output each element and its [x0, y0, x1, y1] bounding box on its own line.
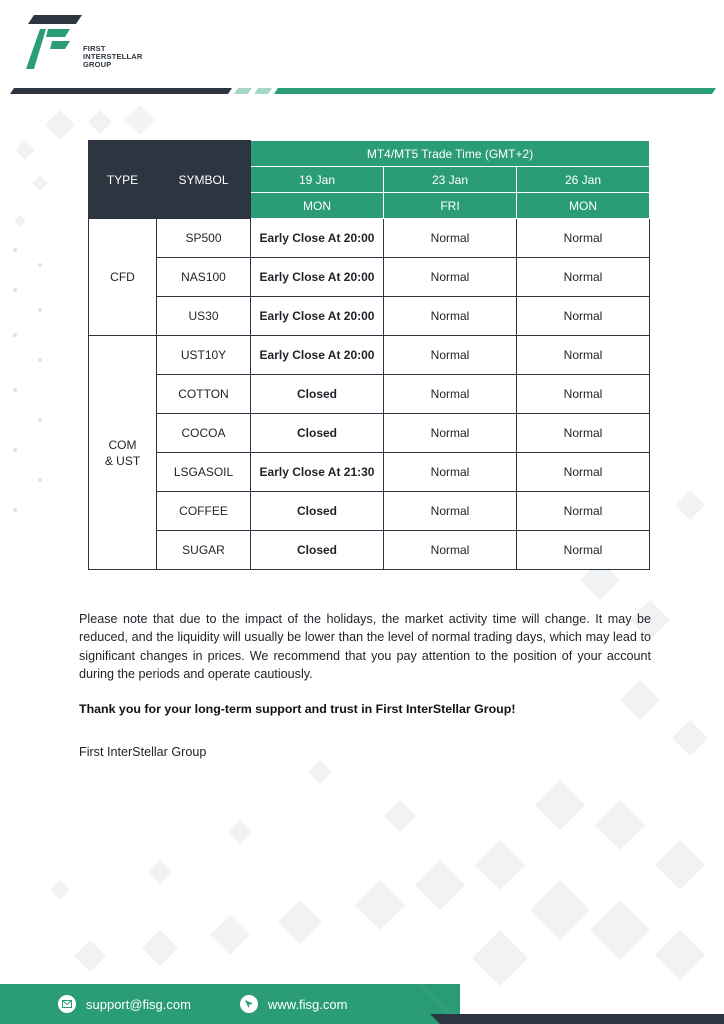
brand-logo — [26, 15, 86, 70]
table-row — [89, 258, 650, 297]
header-date: 19 Jan — [251, 167, 384, 193]
header-date: 23 Jan — [384, 167, 517, 193]
holiday-notice: Please note that due to the impact of the holidays, the market activity time will change. It may be reduced, and the liquidity will usually be lower than the level of normal trading days, which may lead to significant changes in prices. We recommend that you pay attention to the position of your account during the periods and operate cautiously. — [79, 611, 651, 682]
table-row — [89, 414, 650, 453]
status-cell: Normal — [384, 531, 517, 570]
status-cell: Normal — [384, 453, 517, 492]
mail-icon — [58, 995, 76, 1013]
table-row — [89, 219, 650, 258]
status-cell: Normal — [517, 336, 650, 375]
status-cell: Normal — [517, 453, 650, 492]
type-label: COM — [108, 437, 137, 452]
header-stripe — [0, 85, 724, 95]
status-cell: Normal — [517, 492, 650, 531]
footer-website[interactable] — [240, 995, 347, 1013]
symbol-cell: COFFEE — [157, 492, 251, 531]
status-cell: Normal — [517, 531, 650, 570]
status-cell: Closed — [251, 375, 384, 414]
status-cell: Early Close At 20:00 — [251, 258, 384, 297]
header-day: MON — [517, 193, 650, 219]
table-row — [89, 297, 650, 336]
header-day: MON — [251, 193, 384, 219]
header-day: FRI — [384, 193, 517, 219]
trading-schedule-table — [88, 140, 650, 570]
status-cell: Closed — [251, 414, 384, 453]
symbol-cell: SP500 — [157, 219, 251, 258]
brand-name-line: GROUP — [83, 60, 112, 69]
header-date: 26 Jan — [517, 167, 650, 193]
status-cell: Normal — [384, 375, 517, 414]
type-label: & UST — [104, 453, 141, 468]
footer-email[interactable] — [58, 995, 191, 1013]
type-label: CFD — [110, 270, 135, 284]
brand-name — [83, 45, 142, 69]
footer-email-text[interactable]: support@fisg.com — [86, 996, 191, 1012]
status-cell: Normal — [384, 492, 517, 531]
status-cell: Closed — [251, 531, 384, 570]
table-row — [89, 492, 650, 531]
symbol-cell: COTTON — [157, 375, 251, 414]
table-row — [89, 531, 650, 570]
status-cell: Normal — [384, 297, 517, 336]
footer-website-text[interactable]: www.fisg.com — [268, 996, 348, 1012]
status-cell: Normal — [384, 336, 517, 375]
status-cell: Normal — [517, 258, 650, 297]
signature: First InterStellar Group — [79, 745, 207, 759]
symbol-cell: UST10Y — [157, 336, 251, 375]
status-cell: Early Close At 20:00 — [251, 219, 384, 258]
status-cell: Normal — [384, 414, 517, 453]
status-cell: Normal — [517, 297, 650, 336]
header-symbol: SYMBOL — [157, 141, 251, 219]
brand-name-line: INTERSTELLAR — [83, 52, 143, 61]
cursor-icon — [240, 995, 258, 1013]
type-cell-com-ust — [89, 336, 157, 570]
symbol-cell: COCOA — [157, 414, 251, 453]
type-cell-cfd — [89, 219, 157, 336]
brand-name-line: FIRST — [83, 44, 106, 53]
status-cell: Early Close At 20:00 — [251, 336, 384, 375]
status-cell: Early Close At 21:30 — [251, 453, 384, 492]
table-row — [89, 375, 650, 414]
symbol-cell: US30 — [157, 297, 251, 336]
status-cell: Closed — [251, 492, 384, 531]
status-cell: Normal — [384, 219, 517, 258]
thanks-line: Thank you for your long-term support and trust in First InterStellar Group! — [79, 702, 516, 716]
header-trade-time: MT4/MT5 Trade Time (GMT+2) — [251, 141, 650, 167]
status-cell: Normal — [384, 258, 517, 297]
status-cell: Normal — [517, 375, 650, 414]
table-row — [89, 453, 650, 492]
symbol-cell: LSGASOIL — [157, 453, 251, 492]
symbol-cell: SUGAR — [157, 531, 251, 570]
status-cell: Normal — [517, 219, 650, 258]
header-type: TYPE — [89, 141, 157, 219]
status-cell: Normal — [517, 414, 650, 453]
table-row — [89, 336, 650, 375]
status-cell: Early Close At 20:00 — [251, 297, 384, 336]
symbol-cell: NAS100 — [157, 258, 251, 297]
